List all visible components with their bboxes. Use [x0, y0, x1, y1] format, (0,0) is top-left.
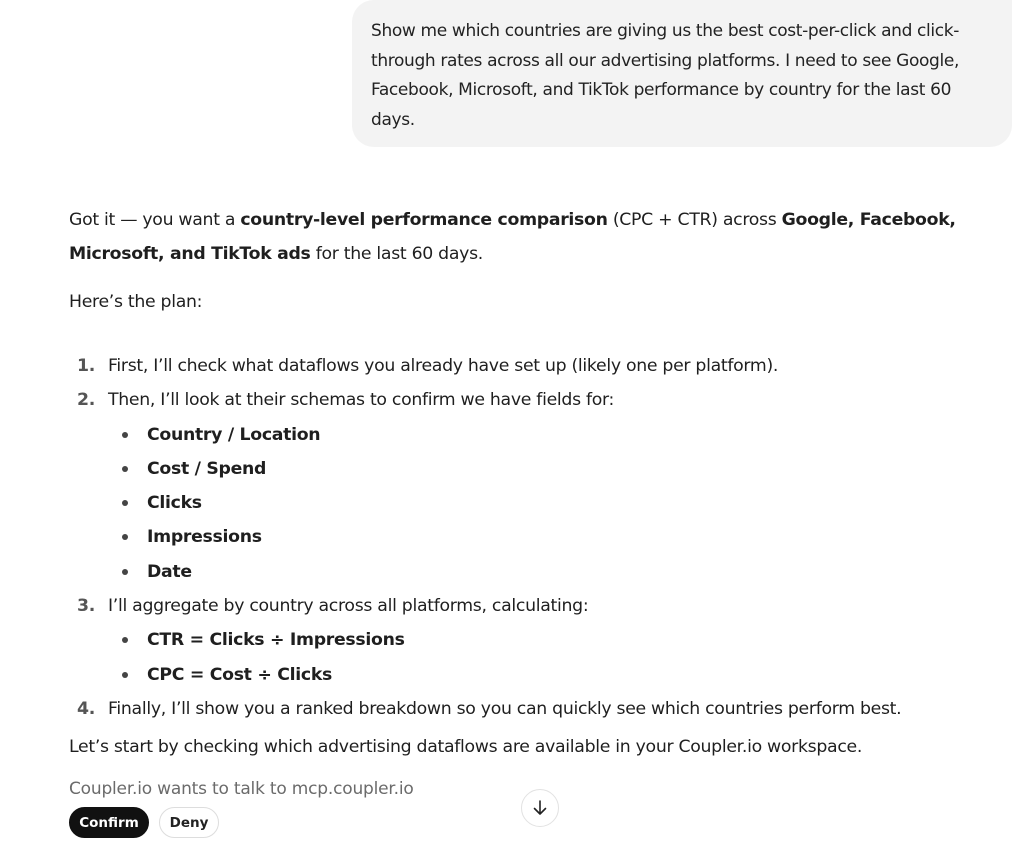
intro-bold: Google, Facebook, Microsoft, and TikTok ads — [69, 210, 956, 264]
plan-heading: Here’s the plan: — [69, 292, 203, 312]
user-message-bubble — [352, 0, 1012, 147]
bullet-icon — [122, 637, 128, 643]
list-item — [108, 555, 969, 589]
intro-text: Got it — you want a — [69, 210, 241, 230]
list-item-text: Cost / Spend — [147, 458, 267, 479]
list-item-text: Clicks — [147, 493, 202, 514]
deny-button[interactable]: Deny — [159, 807, 219, 838]
bullet-icon — [122, 569, 128, 575]
step-number: 3. — [77, 596, 95, 617]
intro-text: (CPC + CTR) across — [607, 210, 782, 230]
plan-step — [69, 692, 969, 726]
bullet-icon — [122, 466, 128, 472]
step-text: Finally, I’ll show you a ranked breakdown so you can quickly see which countries perform best. — [108, 698, 902, 719]
list-item — [108, 418, 969, 452]
user-message-text: Show me which countries are giving us the best cost-per-click and click-through rates across all our advertising platforms. I need to see Google, Facebook, Microsoft, and TikTok performance by country for the last 60 days. — [371, 21, 960, 130]
list-item-text: CPC = Cost ÷ Clicks — [147, 664, 333, 685]
list-item-text: Date — [147, 561, 192, 582]
bullet-icon — [122, 672, 128, 678]
step-number: 4. — [77, 698, 95, 719]
assistant-intro — [69, 203, 969, 271]
field-list — [108, 418, 969, 589]
assistant-message — [69, 203, 969, 758]
list-item — [108, 520, 969, 554]
step-number: 1. — [77, 356, 95, 376]
bullet-icon — [122, 500, 128, 506]
formula-list — [108, 623, 969, 692]
step-number: 2. — [77, 390, 95, 411]
list-item-text: Country / Location — [147, 424, 321, 445]
list-item-text: CTR = Clicks ÷ Impressions — [147, 630, 405, 651]
plan-step — [69, 383, 969, 589]
bullet-icon — [122, 432, 128, 438]
list-item — [108, 452, 969, 486]
step-text: I’ll aggregate by country across all platforms, calculating: — [108, 596, 589, 617]
confirm-button[interactable]: Confirm — [69, 807, 149, 838]
plan-step — [69, 589, 969, 692]
permission-actions — [69, 807, 219, 838]
assistant-closing: Let’s start by checking which advertising dataflows are available in your Coupler.io workspace. — [69, 737, 863, 758]
scroll-to-bottom-button[interactable] — [521, 789, 559, 827]
list-item — [108, 486, 969, 520]
list-item — [108, 623, 969, 657]
permission-prompt: Coupler.io wants to talk to mcp.coupler.io — [69, 779, 414, 799]
arrow-down-icon — [531, 799, 549, 817]
list-item-text: Impressions — [147, 527, 262, 548]
bullet-icon — [122, 534, 128, 540]
plan-list — [69, 349, 969, 726]
plan-step — [69, 349, 969, 383]
intro-bold: country-level performance comparison — [240, 210, 608, 230]
step-text: First, I’ll check what dataflows you already have set up (likely one per platform). — [108, 356, 779, 376]
list-item — [108, 658, 969, 692]
intro-text: for the last 60 days. — [310, 244, 483, 264]
step-text: Then, I’ll look at their schemas to confirm we have fields for: — [108, 390, 615, 411]
